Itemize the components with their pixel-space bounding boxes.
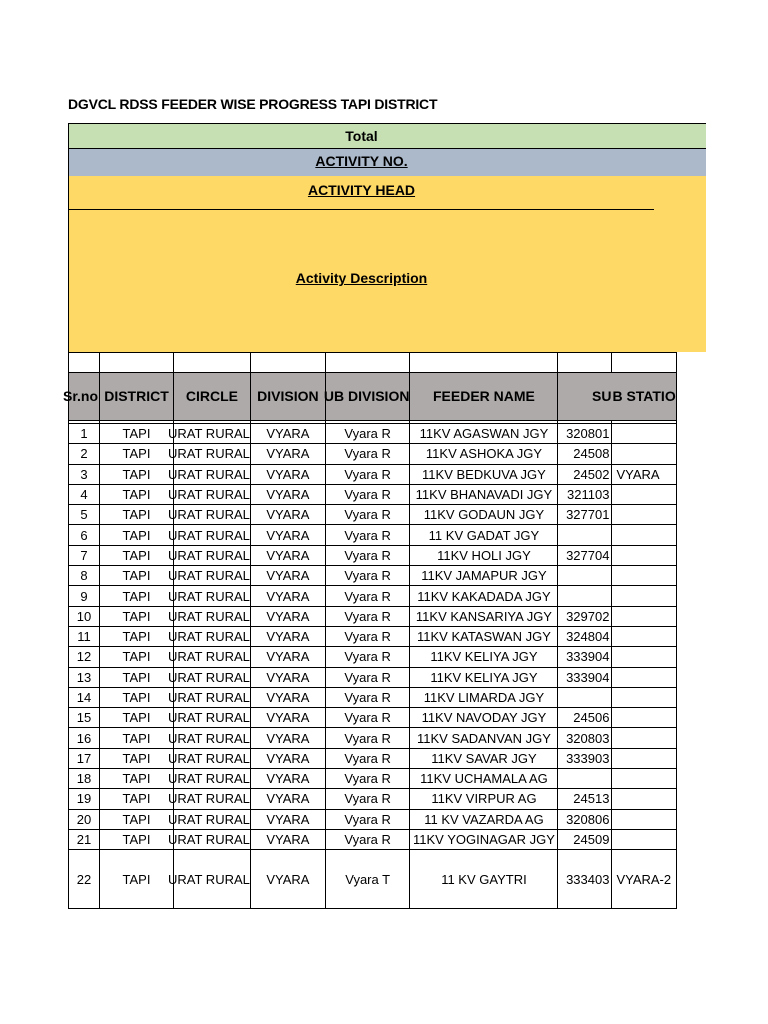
district-cell[interactable]: TAPI: [100, 566, 174, 586]
circle-cell[interactable]: URAT RURAL: [174, 789, 251, 809]
division-cell[interactable]: VYARA: [250, 525, 325, 545]
circle-cell[interactable]: URAT RURAL: [174, 667, 251, 687]
sub-division-cell[interactable]: Vyara R: [325, 809, 410, 829]
col-header-district[interactable]: DISTRICT: [100, 373, 174, 421]
circle-cell[interactable]: URAT RURAL: [174, 566, 251, 586]
sr-no-cell[interactable]: 5: [69, 505, 100, 525]
sub-division-cell[interactable]: Vyara R: [325, 464, 410, 484]
table-row: [69, 444, 677, 464]
table-row: [69, 850, 677, 909]
sub-division-cell[interactable]: Vyara R: [325, 728, 410, 748]
table-row: [69, 464, 677, 484]
circle-cell[interactable]: URAT RURAL: [174, 809, 251, 829]
table-row: [69, 647, 677, 667]
substation-code-cell[interactable]: 321103: [558, 484, 612, 504]
substation-code-cell[interactable]: 24506: [558, 708, 612, 728]
sr-no-cell[interactable]: 15: [69, 708, 100, 728]
sub-division-cell[interactable]: Vyara R: [325, 586, 410, 606]
substation-name-cell[interactable]: [612, 484, 676, 504]
circle-cell[interactable]: URAT RURAL: [174, 464, 251, 484]
sub-division-cell[interactable]: Vyara R: [325, 647, 410, 667]
col-header-substation-b[interactable]: B STATIO: [612, 373, 676, 421]
division-cell[interactable]: VYARA: [250, 769, 325, 789]
district-cell[interactable]: TAPI: [100, 545, 174, 565]
activity-band: [68, 176, 706, 352]
district-cell[interactable]: TAPI: [100, 748, 174, 768]
substation-name-cell[interactable]: [612, 687, 676, 707]
sr-no-cell[interactable]: 18: [69, 769, 100, 789]
feeder-name-cell[interactable]: 11 KV GAYTRI: [410, 850, 558, 909]
feeder-name-cell[interactable]: 11KV KATASWAN JGY: [410, 626, 558, 646]
district-cell[interactable]: TAPI: [100, 667, 174, 687]
sr-no-cell[interactable]: 14: [69, 687, 100, 707]
sr-no-cell[interactable]: 1: [69, 424, 100, 444]
district-cell[interactable]: TAPI: [100, 687, 174, 707]
circle-cell[interactable]: URAT RURAL: [174, 484, 251, 504]
district-cell[interactable]: TAPI: [100, 647, 174, 667]
district-cell[interactable]: TAPI: [100, 829, 174, 849]
sub-division-cell[interactable]: Vyara R: [325, 424, 410, 444]
substation-code-cell[interactable]: 320801: [558, 424, 612, 444]
division-cell[interactable]: VYARA: [250, 626, 325, 646]
sub-division-cell[interactable]: Vyara R: [325, 769, 410, 789]
substation-code-cell[interactable]: 333403: [558, 850, 612, 909]
sub-division-cell[interactable]: Vyara R: [325, 505, 410, 525]
sub-division-cell[interactable]: Vyara T: [325, 850, 410, 909]
sub-division-cell[interactable]: Vyara R: [325, 708, 410, 728]
substation-name-cell[interactable]: VYARA-2: [612, 850, 676, 909]
substation-name-cell[interactable]: [612, 606, 676, 626]
circle-cell[interactable]: URAT RURAL: [174, 586, 251, 606]
table-row: [69, 626, 677, 646]
district-cell[interactable]: TAPI: [100, 444, 174, 464]
sr-no-cell[interactable]: 7: [69, 545, 100, 565]
sr-no-cell[interactable]: 2: [69, 444, 100, 464]
table-row: [69, 667, 677, 687]
table-row: [69, 606, 677, 626]
district-cell[interactable]: TAPI: [100, 708, 174, 728]
feeder-table: [63, 352, 677, 909]
circle-cell[interactable]: URAT RURAL: [174, 606, 251, 626]
activity-no-band: [68, 148, 706, 176]
circle-cell[interactable]: URAT RURAL: [174, 505, 251, 525]
table-row: [69, 708, 677, 728]
sr-no-cell[interactable]: 6: [69, 525, 100, 545]
sr-no-cell[interactable]: 16: [69, 728, 100, 748]
substation-code-cell[interactable]: 333904: [558, 667, 612, 687]
substation-name-cell[interactable]: [612, 789, 676, 809]
sub-division-cell[interactable]: Vyara R: [325, 789, 410, 809]
feeder-name-cell[interactable]: 11KV GODAUN JGY: [410, 505, 558, 525]
table-row: [69, 829, 677, 849]
circle-cell[interactable]: URAT RURAL: [174, 687, 251, 707]
sub-division-cell[interactable]: Vyara R: [325, 626, 410, 646]
circle-cell[interactable]: URAT RURAL: [174, 829, 251, 849]
circle-cell[interactable]: URAT RURAL: [174, 626, 251, 646]
feeder-name-cell[interactable]: 11KV LIMARDA JGY: [410, 687, 558, 707]
table-row: [69, 525, 677, 545]
sheet-title: DGVCL RDSS FEEDER WISE PROGRESS TAPI DISTRICT: [68, 96, 438, 112]
sub-division-cell[interactable]: Vyara R: [325, 444, 410, 464]
feeder-name-cell[interactable]: 11 KV GADAT JGY: [410, 525, 558, 545]
substation-code-cell[interactable]: 333904: [558, 647, 612, 667]
circle-cell[interactable]: URAT RURAL: [174, 444, 251, 464]
substation-name-cell[interactable]: [612, 667, 676, 687]
circle-cell[interactable]: URAT RURAL: [174, 769, 251, 789]
division-cell[interactable]: VYARA: [250, 505, 325, 525]
feeder-name-cell[interactable]: 11KV SADANVAN JGY: [410, 728, 558, 748]
district-cell[interactable]: TAPI: [100, 769, 174, 789]
table-row: [69, 687, 677, 707]
col-header-circle[interactable]: CIRCLE: [174, 373, 251, 421]
division-cell[interactable]: VYARA: [250, 850, 325, 909]
feeder-name-cell[interactable]: 11KV ASHOKA JGY: [410, 444, 558, 464]
feeder-name-cell[interactable]: 11KV AGASWAN JGY: [410, 424, 558, 444]
substation-name-cell[interactable]: [612, 769, 676, 789]
table-row: [69, 505, 677, 525]
district-cell[interactable]: TAPI: [100, 484, 174, 504]
sub-division-cell[interactable]: Vyara R: [325, 525, 410, 545]
substation-code-cell[interactable]: 320806: [558, 809, 612, 829]
substation-code-cell[interactable]: [558, 769, 612, 789]
feeder-name-cell[interactable]: 11KV BHANAVADI JGY: [410, 484, 558, 504]
feeder-name-cell[interactable]: 11KV KANSARIYA JGY: [410, 606, 558, 626]
substation-name-cell[interactable]: [612, 809, 676, 829]
sr-no-cell[interactable]: 10: [69, 606, 100, 626]
district-cell[interactable]: TAPI: [100, 586, 174, 606]
circle-cell[interactable]: URAT RURAL: [174, 708, 251, 728]
feeder-name-cell[interactable]: 11KV YOGINAGAR JGY: [410, 829, 558, 849]
division-cell[interactable]: VYARA: [250, 424, 325, 444]
division-cell[interactable]: VYARA: [250, 829, 325, 849]
table-row: [69, 809, 677, 829]
col-header-division[interactable]: DIVISION: [250, 373, 325, 421]
activity-head-divider: [69, 209, 654, 210]
sr-no-cell[interactable]: 21: [69, 829, 100, 849]
sr-no-cell[interactable]: 4: [69, 484, 100, 504]
feeder-name-cell[interactable]: 11 KV VAZARDA AG: [410, 809, 558, 829]
substation-name-cell[interactable]: [612, 505, 676, 525]
division-cell[interactable]: VYARA: [250, 464, 325, 484]
substation-code-cell[interactable]: 329702: [558, 606, 612, 626]
sr-no-cell[interactable]: 11: [69, 626, 100, 646]
sub-division-cell[interactable]: Vyara R: [325, 829, 410, 849]
table-row: [69, 566, 677, 586]
substation-code-cell[interactable]: 327701: [558, 505, 612, 525]
substation-name-cell[interactable]: [612, 728, 676, 748]
substation-name-cell[interactable]: [612, 444, 676, 464]
circle-cell[interactable]: URAT RURAL: [174, 748, 251, 768]
substation-code-cell[interactable]: 324804: [558, 626, 612, 646]
sr-no-cell[interactable]: 13: [69, 667, 100, 687]
division-cell[interactable]: VYARA: [250, 809, 325, 829]
substation-name-cell[interactable]: [612, 626, 676, 646]
table-row: [69, 769, 677, 789]
division-cell[interactable]: VYARA: [250, 566, 325, 586]
activity-no-label: ACTIVITY NO.: [315, 153, 408, 169]
sr-no-cell[interactable]: 12: [69, 647, 100, 667]
substation-code-cell[interactable]: 24513: [558, 789, 612, 809]
district-cell[interactable]: TAPI: [100, 505, 174, 525]
sr-no-cell[interactable]: 22: [69, 850, 100, 909]
district-cell[interactable]: TAPI: [100, 728, 174, 748]
district-cell[interactable]: TAPI: [100, 424, 174, 444]
substation-name-cell[interactable]: [612, 586, 676, 606]
substation-code-cell[interactable]: [558, 586, 612, 606]
circle-cell[interactable]: URAT RURAL: [174, 647, 251, 667]
district-cell[interactable]: TAPI: [100, 525, 174, 545]
district-cell[interactable]: TAPI: [100, 809, 174, 829]
substation-name-cell[interactable]: [612, 829, 676, 849]
substation-name-cell[interactable]: VYARA: [612, 464, 676, 484]
table-row: [69, 484, 677, 504]
activity-description-label: Activity Description: [295, 270, 428, 286]
division-cell[interactable]: VYARA: [250, 728, 325, 748]
substation-code-cell[interactable]: [558, 687, 612, 707]
district-cell[interactable]: TAPI: [100, 464, 174, 484]
sub-division-cell[interactable]: Vyara R: [325, 687, 410, 707]
feeder-name-cell[interactable]: 11KV HOLI JGY: [410, 545, 558, 565]
col-header-srno[interactable]: Sr.no: [69, 373, 100, 421]
total-band: [68, 123, 706, 148]
circle-cell[interactable]: URAT RURAL: [174, 728, 251, 748]
table-row: [69, 728, 677, 748]
division-cell[interactable]: VYARA: [250, 748, 325, 768]
substation-name-cell[interactable]: [612, 545, 676, 565]
substation-name-cell[interactable]: [612, 566, 676, 586]
substation-code-cell[interactable]: 320803: [558, 728, 612, 748]
sr-no-cell[interactable]: 3: [69, 464, 100, 484]
district-cell[interactable]: TAPI: [100, 789, 174, 809]
substation-code-cell[interactable]: 24502: [558, 464, 612, 484]
district-cell[interactable]: TAPI: [100, 850, 174, 909]
sub-division-cell[interactable]: Vyara R: [325, 606, 410, 626]
substation-code-cell[interactable]: 333903: [558, 748, 612, 768]
table-row: [69, 545, 677, 565]
substation-name-cell[interactable]: [612, 525, 676, 545]
circle-cell[interactable]: URAT RURAL: [174, 545, 251, 565]
col-header-feeder-name[interactable]: FEEDER NAME: [410, 373, 558, 421]
substation-name-cell[interactable]: [612, 647, 676, 667]
division-cell[interactable]: VYARA: [250, 647, 325, 667]
sub-division-cell[interactable]: Vyara R: [325, 484, 410, 504]
division-cell[interactable]: VYARA: [250, 586, 325, 606]
sr-no-cell[interactable]: 19: [69, 789, 100, 809]
header-row: [69, 373, 677, 421]
sub-division-cell[interactable]: Vyara R: [325, 545, 410, 565]
feeder-name-cell[interactable]: 11KV JAMAPUR JGY: [410, 566, 558, 586]
feeder-name-cell[interactable]: 11KV SAVAR JGY: [410, 748, 558, 768]
division-cell[interactable]: VYARA: [250, 444, 325, 464]
district-cell[interactable]: TAPI: [100, 626, 174, 646]
substation-code-cell[interactable]: 24509: [558, 829, 612, 849]
table-row: [69, 748, 677, 768]
substation-name-cell[interactable]: [612, 424, 676, 444]
division-cell[interactable]: VYARA: [250, 606, 325, 626]
activity-head-label: ACTIVITY HEAD: [307, 182, 416, 198]
division-cell[interactable]: VYARA: [250, 545, 325, 565]
feeder-name-cell[interactable]: 11KV KELIYA JGY: [410, 667, 558, 687]
table-row: [69, 424, 677, 444]
division-cell[interactable]: VYARA: [250, 687, 325, 707]
feeder-name-cell[interactable]: 11KV KAKADADA JGY: [410, 586, 558, 606]
sub-division-cell[interactable]: Vyara R: [325, 748, 410, 768]
division-cell[interactable]: VYARA: [250, 667, 325, 687]
sr-no-cell[interactable]: 20: [69, 809, 100, 829]
feeder-name-cell[interactable]: 11KV KELIYA JGY: [410, 647, 558, 667]
circle-cell[interactable]: URAT RURAL: [174, 424, 251, 444]
blank-row: [69, 353, 677, 373]
substation-code-cell[interactable]: [558, 525, 612, 545]
substation-code-cell[interactable]: [558, 566, 612, 586]
feeder-name-cell[interactable]: 11KV BEDKUVA JGY: [410, 464, 558, 484]
sr-no-cell[interactable]: 9: [69, 586, 100, 606]
table-row: [69, 586, 677, 606]
sr-no-cell[interactable]: 17: [69, 748, 100, 768]
col-header-substation-a[interactable]: SU: [558, 373, 612, 421]
feeder-name-cell[interactable]: 11KV NAVODAY JGY: [410, 708, 558, 728]
feeder-name-cell[interactable]: 11KV VIRPUR AG: [410, 789, 558, 809]
table-row: [69, 789, 677, 809]
total-label: Total: [345, 128, 378, 144]
circle-cell[interactable]: URAT RURAL: [174, 850, 251, 909]
sub-division-cell[interactable]: Vyara R: [325, 566, 410, 586]
division-cell[interactable]: VYARA: [250, 789, 325, 809]
circle-cell[interactable]: URAT RURAL: [174, 525, 251, 545]
substation-name-cell[interactable]: [612, 748, 676, 768]
substation-code-cell[interactable]: 24508: [558, 444, 612, 464]
substation-code-cell[interactable]: 327704: [558, 545, 612, 565]
district-cell[interactable]: TAPI: [100, 606, 174, 626]
division-cell[interactable]: VYARA: [250, 484, 325, 504]
feeder-name-cell[interactable]: 11KV UCHAMALA AG: [410, 769, 558, 789]
substation-name-cell[interactable]: [612, 708, 676, 728]
division-cell[interactable]: VYARA: [250, 708, 325, 728]
col-header-sub-division[interactable]: UB DIVISION: [325, 373, 410, 421]
sr-no-cell[interactable]: 8: [69, 566, 100, 586]
sub-division-cell[interactable]: Vyara R: [325, 667, 410, 687]
